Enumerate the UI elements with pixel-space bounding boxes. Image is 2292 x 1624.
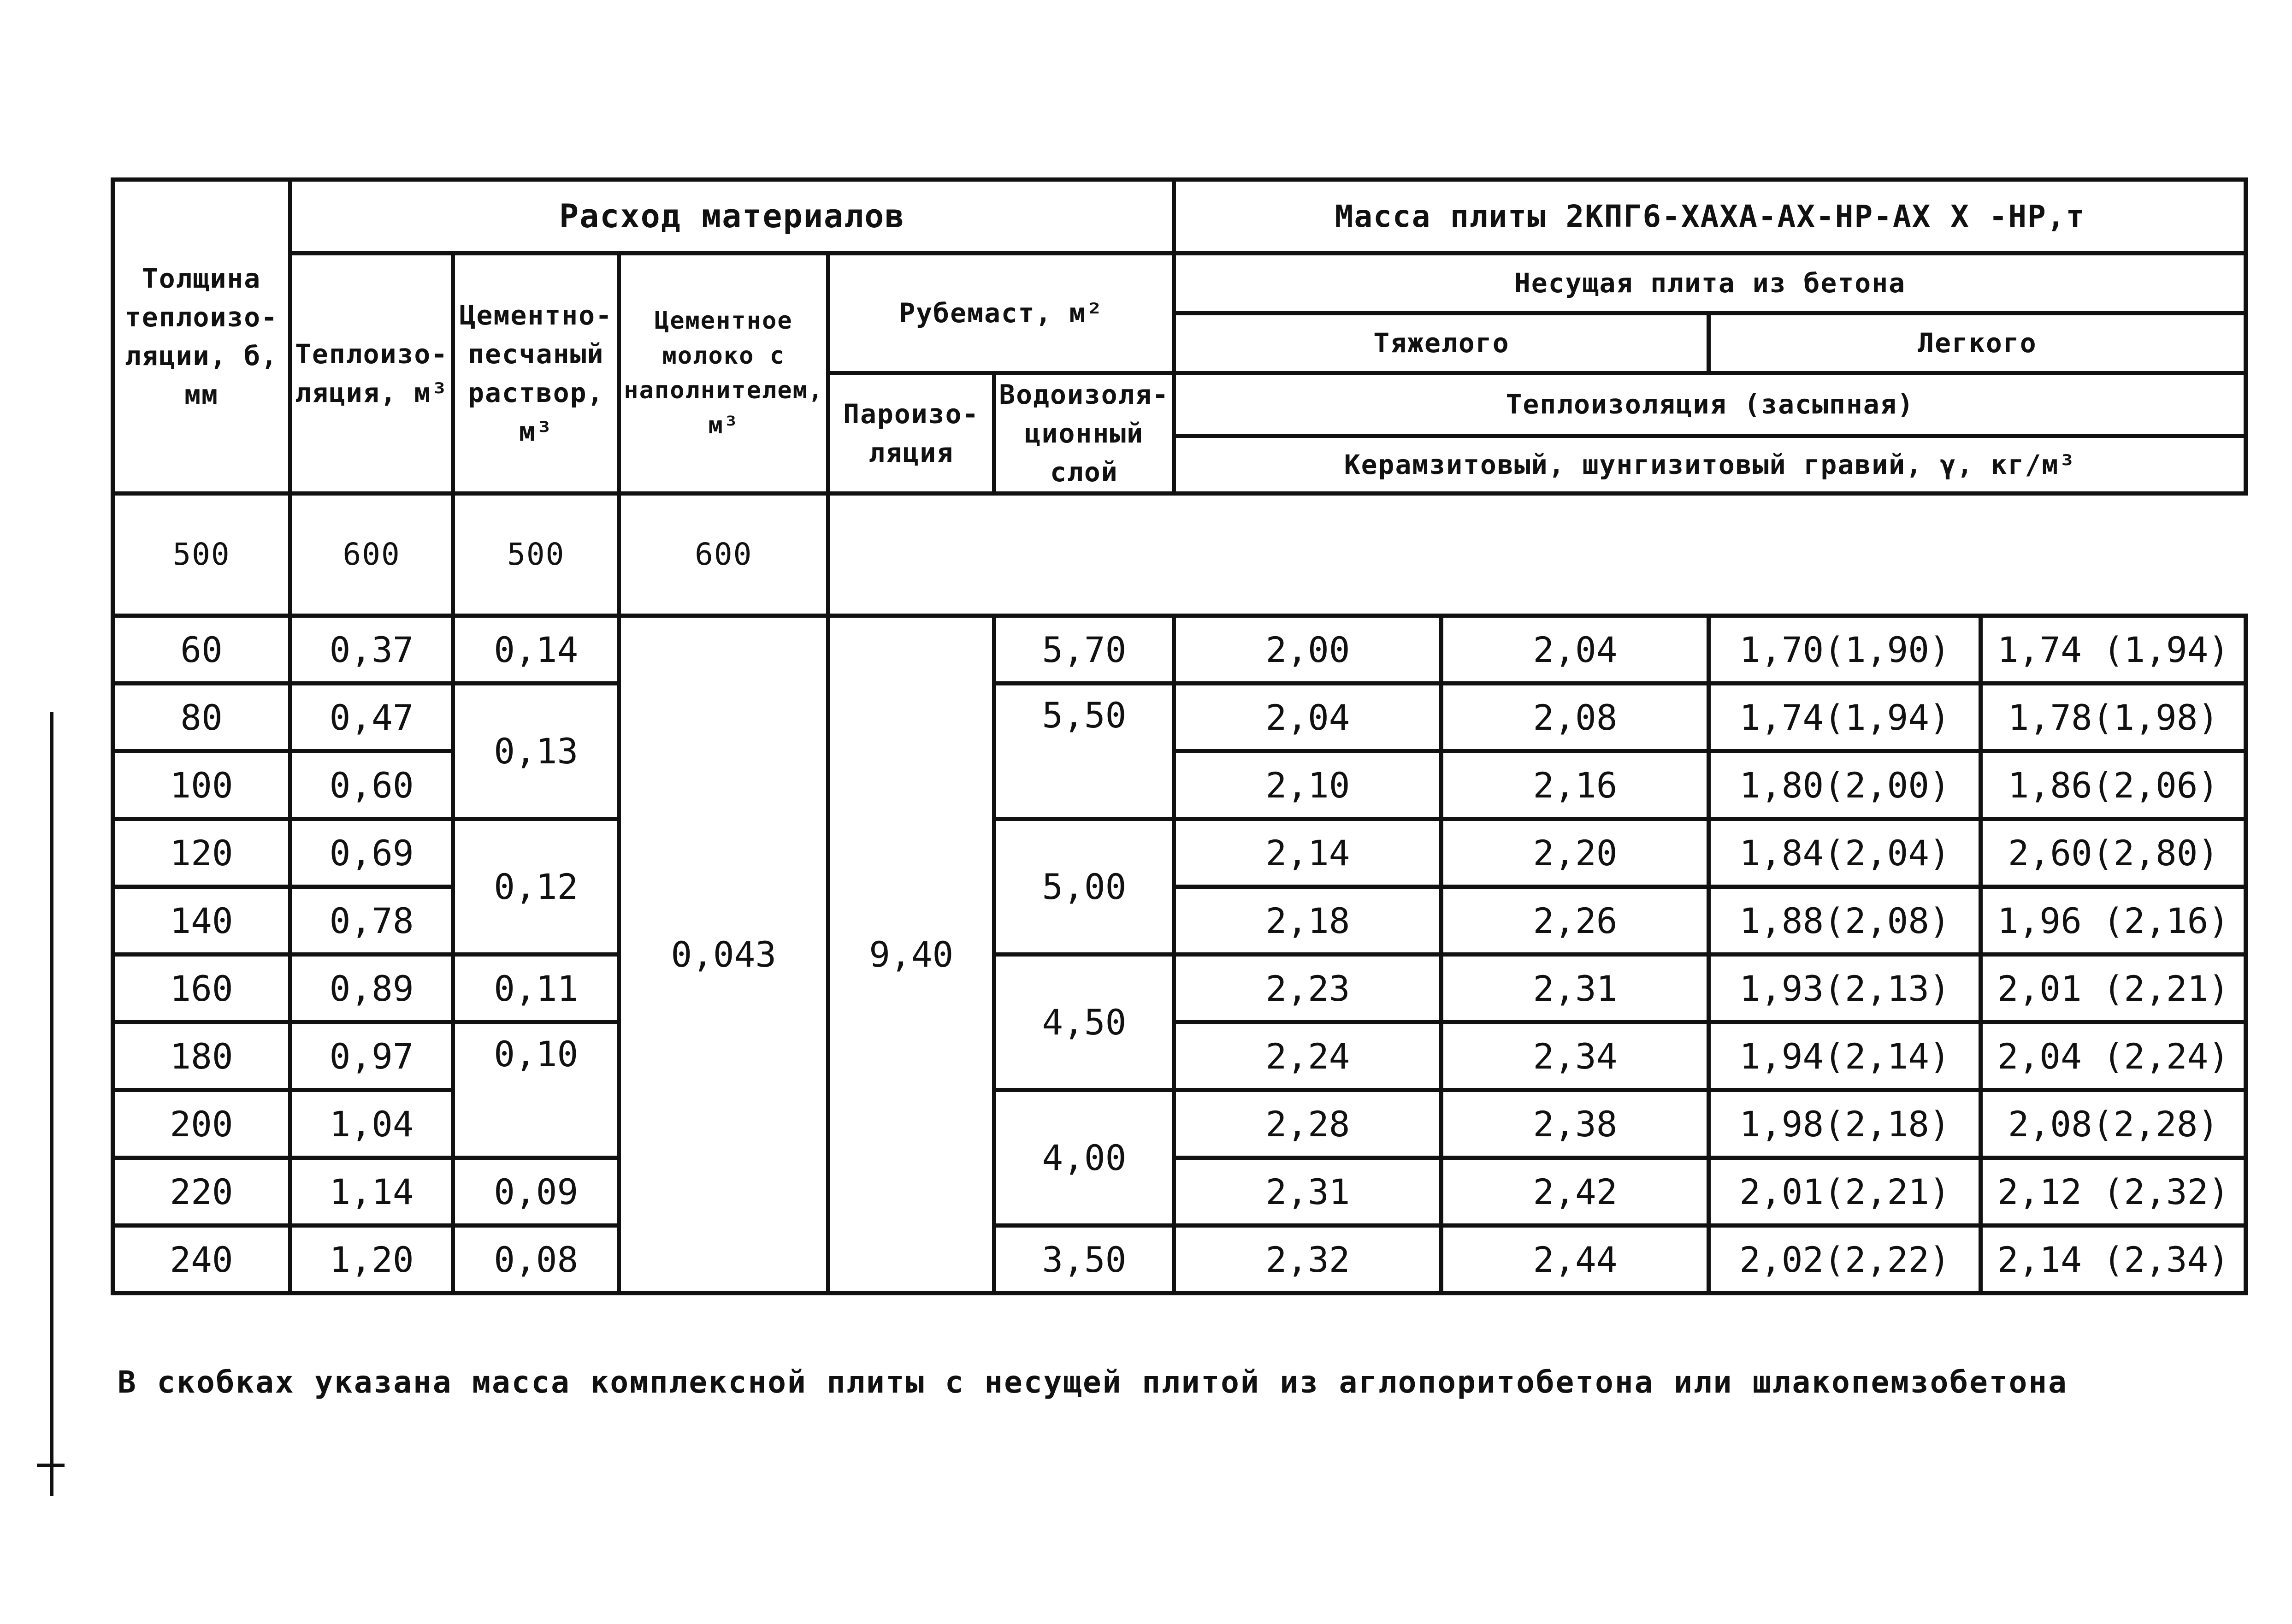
cell-cement-sand: 0,10 <box>453 1022 619 1158</box>
cell-cement-milk: 0,043 <box>619 616 828 1293</box>
margin-tick <box>37 1464 65 1467</box>
cell-thickness: 200 <box>113 1090 290 1158</box>
cell-light-600: 2,04 (2,24) <box>1981 1022 2246 1090</box>
cell-heavy-500: 2,31 <box>1174 1158 1441 1226</box>
cell-heavy-500: 2,23 <box>1174 955 1441 1022</box>
cell-heavy-600: 2,16 <box>1441 751 1709 819</box>
table-row <box>113 1226 2246 1293</box>
cell-waterproof: 5,70 <box>994 616 1174 684</box>
cell-insulation: 0,69 <box>290 819 453 887</box>
cell-waterproof: 3,50 <box>994 1226 1174 1293</box>
cell-insulation: 0,37 <box>290 616 453 684</box>
header-density-500-light: 500 <box>453 494 619 616</box>
header-ruberoid: Рубемаст, м² <box>828 254 1174 373</box>
footnote: В скобках указана масса комплексной плиты с несущей плитой из аглопоритобетона или шлакопемзобетона <box>118 1364 2068 1400</box>
cell-light-600: 1,78(1,98) <box>1981 684 2246 751</box>
cell-heavy-500: 2,24 <box>1174 1022 1441 1090</box>
cell-thickness: 80 <box>113 684 290 751</box>
header-heavy: Тяжелого <box>1174 313 1709 373</box>
table-row <box>113 819 2246 887</box>
cell-heavy-500: 2,00 <box>1174 616 1441 684</box>
cell-light-600: 1,86(2,06) <box>1981 751 2246 819</box>
cell-waterproof: 5,50 <box>994 684 1174 819</box>
cell-cement-sand: 0,13 <box>453 684 619 819</box>
header-insulation: Теплоизо- ляция, м³ <box>290 254 453 494</box>
cell-cement-sand: 0,09 <box>453 1158 619 1226</box>
cell-light-500: 1,74(1,94) <box>1709 684 1981 751</box>
header-waterproof: Водоизоля- ционный слой <box>994 373 1174 494</box>
cell-insulation: 0,89 <box>290 955 453 1022</box>
cell-cement-sand: 0,14 <box>453 616 619 684</box>
header-insulation-fill: Теплоизоляция (засыпная) <box>1174 373 2246 436</box>
header-vapor: Пароизо- ляция <box>828 373 994 494</box>
header-density-600-heavy: 600 <box>290 494 453 616</box>
cell-heavy-500: 2,04 <box>1174 684 1441 751</box>
cell-heavy-500: 2,18 <box>1174 887 1441 955</box>
header-density-600-light: 600 <box>619 494 828 616</box>
table-row <box>113 684 2246 751</box>
cell-heavy-600: 2,08 <box>1441 684 1709 751</box>
cell-light-500: 1,93(2,13) <box>1709 955 1981 1022</box>
table-row <box>113 955 2246 1022</box>
cell-light-500: 1,94(2,14) <box>1709 1022 1981 1090</box>
cell-cement-sand: 0,12 <box>453 819 619 955</box>
cell-light-500: 2,01(2,21) <box>1709 1158 1981 1226</box>
cell-light-600: 2,60(2,80) <box>1981 819 2246 887</box>
cell-light-600: 1,74 (1,94) <box>1981 616 2246 684</box>
cell-vapor: 9,40 <box>828 616 994 1293</box>
cell-heavy-600: 2,26 <box>1441 887 1709 955</box>
table-row <box>113 1158 2246 1226</box>
cell-thickness: 240 <box>113 1226 290 1293</box>
cell-thickness: 220 <box>113 1158 290 1226</box>
materials-table <box>111 177 2248 1295</box>
cell-thickness: 120 <box>113 819 290 887</box>
cell-heavy-500: 2,32 <box>1174 1226 1441 1293</box>
cell-heavy-600: 2,38 <box>1441 1090 1709 1158</box>
cell-light-600: 1,96 (2,16) <box>1981 887 2246 955</box>
cell-light-600: 2,08(2,28) <box>1981 1090 2246 1158</box>
header-gravel: Керамзитовый, шунгизитовый гравий, γ, кг/м³ <box>1174 436 2246 493</box>
cell-heavy-500: 2,10 <box>1174 751 1441 819</box>
header-thickness: Толщина теплоизо- ляции, б, мм <box>113 180 290 494</box>
cell-heavy-600: 2,20 <box>1441 819 1709 887</box>
table-row <box>113 887 2246 955</box>
cell-thickness: 160 <box>113 955 290 1022</box>
cell-waterproof: 5,00 <box>994 819 1174 955</box>
cell-insulation: 0,60 <box>290 751 453 819</box>
cell-insulation: 0,47 <box>290 684 453 751</box>
cell-cement-sand: 0,11 <box>453 955 619 1022</box>
header-cement-sand: Цементно- песчаный раствор, м³ <box>453 254 619 494</box>
cell-light-500: 1,70(1,90) <box>1709 616 1981 684</box>
table-row <box>113 616 2246 684</box>
cell-light-500: 1,84(2,04) <box>1709 819 1981 887</box>
header-plate-mass: Масса плиты 2КПГ6-ХАХА-АХ-НР-АХ Х -НР,т <box>1174 180 2246 254</box>
cell-heavy-600: 2,04 <box>1441 616 1709 684</box>
cell-light-500: 1,80(2,00) <box>1709 751 1981 819</box>
cell-heavy-500: 2,14 <box>1174 819 1441 887</box>
cell-insulation: 0,78 <box>290 887 453 955</box>
cell-light-500: 2,02(2,22) <box>1709 1226 1981 1293</box>
cell-light-600: 2,01 (2,21) <box>1981 955 2246 1022</box>
materials-table-wrapper <box>111 177 2248 1295</box>
cell-heavy-600: 2,31 <box>1441 955 1709 1022</box>
header-material-consumption: Расход материалов <box>290 180 1174 254</box>
cell-insulation: 1,04 <box>290 1090 453 1158</box>
cell-heavy-500: 2,28 <box>1174 1090 1441 1158</box>
cell-insulation: 1,20 <box>290 1226 453 1293</box>
header-bearing-plate: Несущая плита из бетона <box>1174 254 2246 313</box>
cell-light-500: 1,98(2,18) <box>1709 1090 1981 1158</box>
cell-thickness: 140 <box>113 887 290 955</box>
table-row <box>113 1022 2246 1090</box>
cell-waterproof: 4,00 <box>994 1090 1174 1226</box>
header-light: Легкого <box>1709 313 2246 373</box>
cell-thickness: 100 <box>113 751 290 819</box>
cell-waterproof: 4,50 <box>994 955 1174 1090</box>
cell-heavy-600: 2,34 <box>1441 1022 1709 1090</box>
cell-heavy-600: 2,42 <box>1441 1158 1709 1226</box>
cell-thickness: 60 <box>113 616 290 684</box>
table-row <box>113 751 2246 819</box>
cell-cement-sand: 0,08 <box>453 1226 619 1293</box>
cell-light-500: 1,88(2,08) <box>1709 887 1981 955</box>
cell-light-600: 2,14 (2,34) <box>1981 1226 2246 1293</box>
margin-line <box>50 712 53 1496</box>
table-row <box>113 1090 2246 1158</box>
cell-heavy-600: 2,44 <box>1441 1226 1709 1293</box>
header-density-500-heavy: 500 <box>113 494 290 616</box>
header-cement-milk: Цементное молоко с наполнителем, м³ <box>619 254 828 494</box>
cell-thickness: 180 <box>113 1022 290 1090</box>
cell-insulation: 1,14 <box>290 1158 453 1226</box>
cell-insulation: 0,97 <box>290 1022 453 1090</box>
cell-light-600: 2,12 (2,32) <box>1981 1158 2246 1226</box>
